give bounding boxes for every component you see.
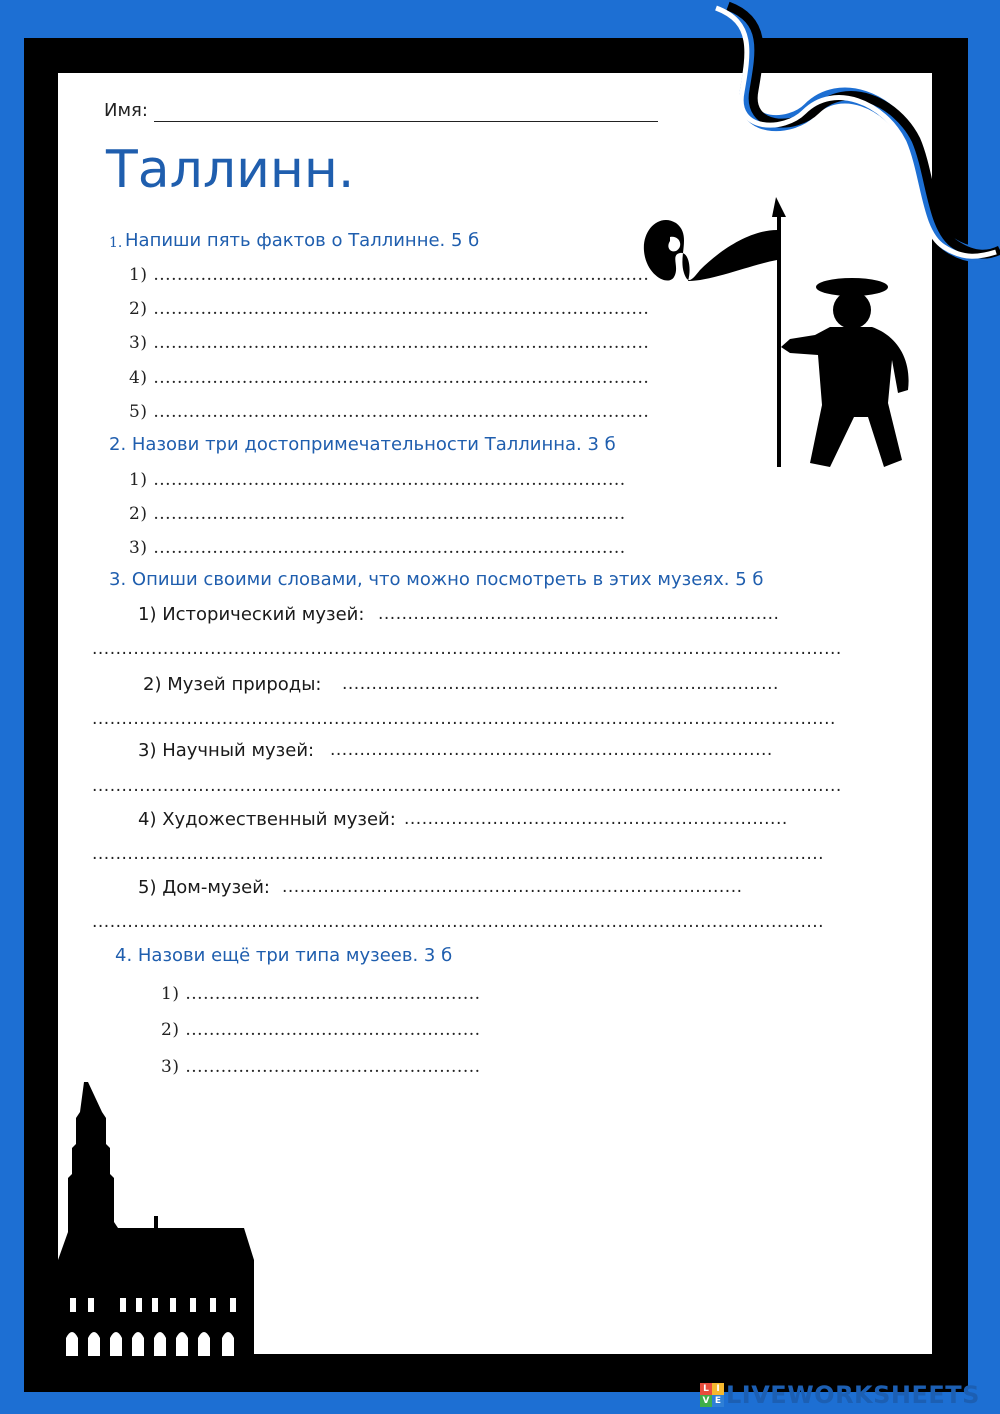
name-label: Имя: [104,100,148,121]
museum-1-answer[interactable]: .................................................................... [378,604,780,624]
museum-5-answer-line-2[interactable]: ............................................................................................................................ [92,912,825,932]
museum-3-answer[interactable]: ........................................................................... [330,740,773,760]
old-thomas-silhouette-icon [640,195,920,475]
town-hall-silhouette-icon [58,1082,258,1356]
question-1-answer-2[interactable]: 2) .................................................................................... [129,299,650,319]
question-3-heading: 3. Опиши своими словами, что можно посмотреть в этих музеях. 5 б [109,569,764,590]
museum-2-answer[interactable]: .......................................................................... [342,674,779,694]
name-input-line[interactable] [154,121,658,122]
museum-3-answer-line-2[interactable]: ............................................................................................................................... [92,776,842,796]
page-title: Таллинн. [106,140,355,200]
museum-5-label: 5) Дом-музей: [138,877,270,898]
museum-2-label: 2) Музей природы: [143,674,322,695]
museum-1-label: 1) Исторический музей: [138,604,365,625]
museum-1-answer-line-2[interactable]: ............................................................................................................................... [92,639,842,659]
liveworksheets-logo-icon: L I V E [700,1383,724,1407]
museum-4-answer[interactable]: ................................................................. [404,809,788,829]
museum-3-label: 3) Научный музей: [138,740,315,761]
question-2-answer-1[interactable]: 1) ................................................................................ [129,470,626,490]
museum-4-answer-line-2[interactable]: ............................................................................................................................ [92,844,825,864]
museum-4-label: 4) Художественный музей: [138,809,396,830]
question-1-heading: Напиши пять фактов о Таллинне. 5 б [125,230,480,251]
question-1-answer-1[interactable]: 1) .................................................................................... [129,265,650,285]
question-1-answer-3[interactable]: 3) .................................................................................... [129,333,650,353]
question-4-heading: 4. Назови ещё три типа музеев. 3 б [115,945,453,966]
liveworksheets-text: LIVEWORKSHEETS [726,1381,980,1409]
question-1-answer-4[interactable]: 4) .................................................................................... [129,368,650,388]
question-4-answer-2[interactable]: 2) .................................................. [161,1020,481,1040]
liveworksheets-watermark[interactable] [700,1383,980,1407]
question-4-answer-3[interactable]: 3) .................................................. [161,1057,481,1077]
question-1-number: 1. [109,235,123,251]
question-2-answer-2[interactable]: 2) ................................................................................ [129,504,626,524]
museum-2-answer-line-2[interactable]: .............................................................................................................................. [92,709,836,729]
question-2-heading: 2. Назови три достопримечательности Таллинна. 3 б [109,434,616,455]
question-1-answer-5[interactable]: 5) .................................................................................... [129,402,650,422]
museum-5-answer[interactable]: .............................................................................. [282,877,743,897]
question-4-answer-1[interactable]: 1) .................................................. [161,984,481,1004]
question-2-answer-3[interactable]: 3) ................................................................................ [129,538,626,558]
